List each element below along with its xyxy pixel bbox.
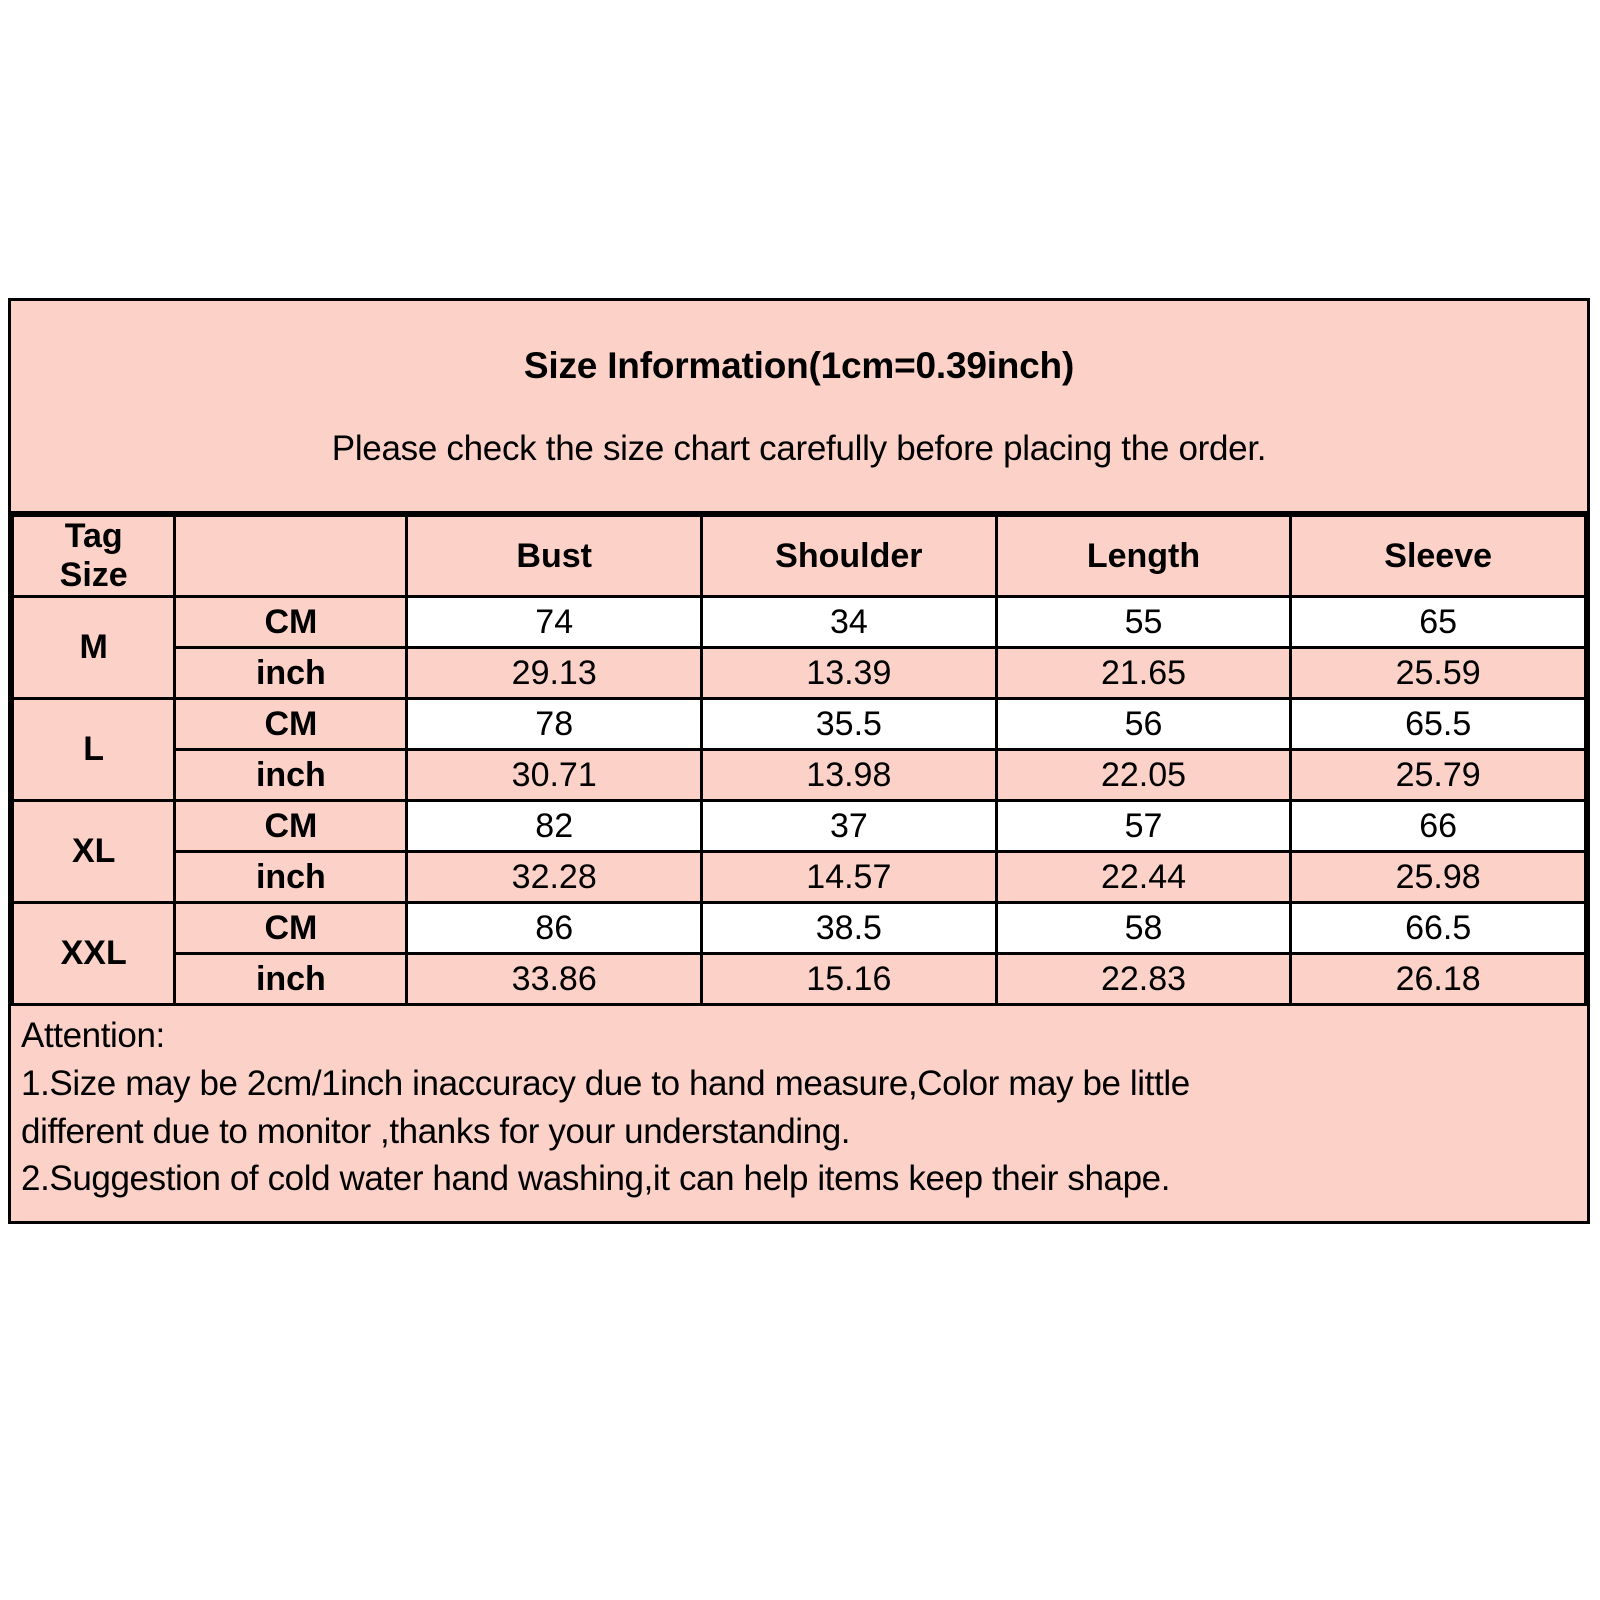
cell-xl-inch-sleeve: 25.98 bbox=[1291, 852, 1586, 903]
cell-l-inch-shoulder: 13.98 bbox=[702, 750, 997, 801]
unit-inch: inch bbox=[175, 648, 407, 699]
cell-m-cm-sleeve: 65 bbox=[1291, 597, 1586, 648]
cell-xl-cm-length: 57 bbox=[996, 801, 1291, 852]
header-tag-size-line1: Tag bbox=[64, 517, 123, 555]
cell-xl-cm-sleeve: 66 bbox=[1291, 801, 1586, 852]
cell-xxl-inch-sleeve: 26.18 bbox=[1291, 954, 1586, 1005]
cell-xxl-inch-shoulder: 15.16 bbox=[702, 954, 997, 1005]
cell-xxl-inch-length: 22.83 bbox=[996, 954, 1291, 1005]
table-row bbox=[13, 903, 1586, 954]
size-label-xxl: XXL bbox=[13, 903, 175, 1005]
cell-xxl-cm-bust: 86 bbox=[407, 903, 702, 954]
header-tag-size-line2: Size bbox=[59, 556, 128, 595]
unit-inch: inch bbox=[175, 750, 407, 801]
cell-xxl-cm-sleeve: 66.5 bbox=[1291, 903, 1586, 954]
header-tag-size bbox=[13, 516, 175, 597]
cell-l-cm-shoulder: 35.5 bbox=[702, 699, 997, 750]
size-label-l: L bbox=[13, 699, 175, 801]
unit-inch: inch bbox=[175, 954, 407, 1005]
cell-xxl-inch-bust: 33.86 bbox=[407, 954, 702, 1005]
header-bust: Bust bbox=[407, 516, 702, 597]
header-sleeve: Sleeve bbox=[1291, 516, 1586, 597]
cell-m-cm-shoulder: 34 bbox=[702, 597, 997, 648]
cell-l-inch-sleeve: 25.79 bbox=[1291, 750, 1586, 801]
size-chart bbox=[8, 298, 1590, 1224]
cell-l-cm-sleeve: 65.5 bbox=[1291, 699, 1586, 750]
attention-line-3: 2.Suggestion of cold water hand washing,it can help items keep their shape. bbox=[21, 1159, 1171, 1199]
size-table bbox=[11, 514, 1587, 1006]
attention-line-2: different due to monitor ,thanks for your understanding. bbox=[21, 1111, 851, 1151]
cell-xl-inch-bust: 32.28 bbox=[407, 852, 702, 903]
header-shoulder: Shoulder bbox=[702, 516, 997, 597]
table-row bbox=[13, 597, 1586, 648]
chart-subtitle: Please check the size chart carefully before placing the order. bbox=[331, 429, 1267, 468]
attention-heading: Attention: bbox=[21, 1016, 165, 1056]
size-label-m: M bbox=[13, 597, 175, 699]
table-header-row bbox=[13, 516, 1586, 597]
cell-xl-cm-bust: 82 bbox=[407, 801, 702, 852]
table-row bbox=[13, 801, 1586, 852]
cell-m-inch-bust: 29.13 bbox=[407, 648, 702, 699]
table-row bbox=[13, 699, 1586, 750]
cell-xl-inch-shoulder: 14.57 bbox=[702, 852, 997, 903]
table-row bbox=[13, 750, 1586, 801]
header-unit bbox=[175, 516, 407, 597]
cell-m-inch-shoulder: 13.39 bbox=[702, 648, 997, 699]
cell-l-inch-bust: 30.71 bbox=[407, 750, 702, 801]
chart-header bbox=[11, 301, 1587, 514]
unit-cm: CM bbox=[175, 597, 407, 648]
cell-xl-cm-shoulder: 37 bbox=[702, 801, 997, 852]
cell-xxl-cm-shoulder: 38.5 bbox=[702, 903, 997, 954]
chart-title: Size Information(1cm=0.39inch) bbox=[523, 345, 1075, 386]
size-label-xl: XL bbox=[13, 801, 175, 903]
table-row bbox=[13, 852, 1586, 903]
attention-block bbox=[11, 1006, 1587, 1221]
cell-l-cm-length: 56 bbox=[996, 699, 1291, 750]
unit-cm: CM bbox=[175, 699, 407, 750]
attention-line-1: 1.Size may be 2cm/1inch inaccuracy due to hand measure,Color may be little bbox=[21, 1063, 1190, 1103]
cell-m-cm-length: 55 bbox=[996, 597, 1291, 648]
header-length: Length bbox=[996, 516, 1291, 597]
cell-m-inch-length: 21.65 bbox=[996, 648, 1291, 699]
cell-m-inch-sleeve: 25.59 bbox=[1291, 648, 1586, 699]
unit-cm: CM bbox=[175, 801, 407, 852]
cell-xxl-cm-length: 58 bbox=[996, 903, 1291, 954]
table-row bbox=[13, 954, 1586, 1005]
cell-l-inch-length: 22.05 bbox=[996, 750, 1291, 801]
cell-l-cm-bust: 78 bbox=[407, 699, 702, 750]
unit-cm: CM bbox=[175, 903, 407, 954]
cell-m-cm-bust: 74 bbox=[407, 597, 702, 648]
cell-xl-inch-length: 22.44 bbox=[996, 852, 1291, 903]
table-row bbox=[13, 648, 1586, 699]
unit-inch: inch bbox=[175, 852, 407, 903]
